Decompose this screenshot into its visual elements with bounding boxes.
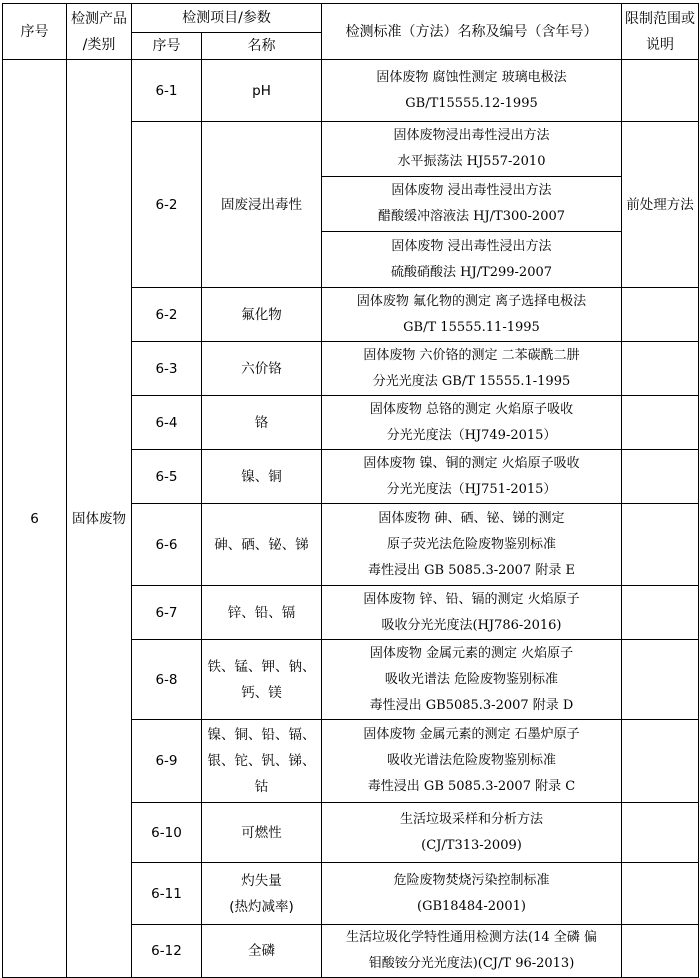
item-standard [322, 640, 622, 720]
item-standard-line: 生活垃圾采样和分析方法 [399, 811, 543, 827]
item-scope [622, 342, 699, 396]
item-standard-line: 固体废物 腐蚀性测定 玻璃电极法 [376, 69, 567, 85]
item-no: 6-6 [132, 504, 202, 586]
item-name [202, 60, 322, 122]
header-scope-line2: 说明 [646, 36, 674, 53]
item-standard-line: 原子荧光法危险废物鉴别标准 [386, 536, 556, 552]
item-standard-line: 固体废物浸出毒性浸出方法 [393, 128, 550, 143]
item-standard-line: 固体废物 六价铬的测定 二苯碳酰二肼 [363, 347, 580, 363]
item-name-line: 锌、铅、镉 [227, 604, 296, 621]
item-standard [322, 396, 622, 450]
item-standard-line: (CJ/T313-2009) [421, 837, 522, 853]
item-scope [622, 586, 699, 640]
item-standard-line: 固体废物 砷、硒、铋、锑的测定 [378, 510, 565, 526]
item-no: 6-4 [132, 396, 202, 450]
item-standard-line: 硫酸硝酸法 HJ/T299-2007 [390, 264, 553, 280]
item-standard-line: 吸收分光光度法(HJ786-2016) [381, 617, 562, 633]
item-standard-line: 固体废物 金属元素的测定 火焰原子 [369, 645, 574, 661]
item-standard [322, 122, 622, 177]
item-standard-line: 固体废物 金属元素的测定 石墨炉原子 [363, 727, 580, 742]
item-name-line: 砷、硒、铋、锑 [214, 536, 309, 553]
item-standard-line: 吸收光谱法危险废物鉴别标准 [386, 753, 556, 768]
item-name-line: (热灼减率) [229, 898, 294, 915]
standards-table [2, 3, 699, 978]
item-name-line: 镍、铜、铅、镉、 [207, 727, 316, 743]
item-standard-line: 固体废物 镍、铜的测定 火焰原子吸收 [363, 455, 580, 471]
item-standard-line: 固体废物 锌、铅、镉的测定 火焰原子 [363, 591, 580, 607]
item-name-line: 氟化物 [241, 306, 282, 323]
item-standard-line: GB/T15555.12-1995 [405, 95, 538, 111]
item-standard [322, 288, 622, 342]
item-standard [322, 720, 622, 803]
item-name-line: 全磷 [248, 943, 275, 959]
item-standard-line: 固体废物 总铬的测定 火焰原子吸收 [369, 401, 574, 417]
header-item-name: 名称 [202, 33, 322, 60]
item-name [202, 640, 322, 720]
item-name [202, 720, 322, 803]
group-product: 固体废物 [67, 60, 132, 978]
item-standard [322, 342, 622, 396]
item-name-line: 铁、锰、钾、钠、 [207, 658, 316, 675]
item-name [202, 122, 322, 288]
item-name-line: 银、铊、钒、锑、 [207, 753, 316, 769]
item-name-line: 固废浸出毒性 [221, 196, 302, 213]
item-name [202, 450, 322, 504]
item-name-line: pH [252, 82, 271, 99]
item-scope [622, 60, 699, 122]
item-scope [622, 288, 699, 342]
item-standard-line: (GB18484-2001) [417, 898, 526, 914]
item-name [202, 342, 322, 396]
item-no: 6-1 [132, 60, 202, 122]
header-scope-line1: 限制范围或 [625, 10, 695, 27]
item-standard-line: GB/T 15555.11-1995 [403, 319, 540, 335]
item-no: 6-5 [132, 450, 202, 504]
item-scope [622, 450, 699, 504]
item-standard-line: 分光光度法（HJ749-2015） [386, 427, 557, 443]
item-name-line: 铬 [254, 414, 269, 431]
item-name [202, 504, 322, 586]
item-no: 6-2 [132, 122, 202, 288]
item-no: 6-12 [132, 925, 202, 978]
item-standard [322, 586, 622, 640]
header-item-seq: 序号 [132, 33, 202, 60]
item-standard [322, 504, 622, 586]
item-scope [622, 396, 699, 450]
item-standard [322, 232, 622, 288]
item-standard-line: 分光光度法 GB/T 15555.1-1995 [372, 373, 571, 389]
item-standard [322, 177, 622, 232]
item-standard-line: 生活垃圾化学特性通用检测方法(14 全磷 偏 [346, 930, 597, 945]
item-no: 6-8 [132, 640, 202, 720]
header-item-group: 检测项目/参数 [132, 4, 322, 33]
item-standard-line: 固体废物 浸出毒性浸出方法 [391, 183, 552, 198]
item-scope [622, 863, 699, 925]
item-name [202, 586, 322, 640]
header-seq: 序号 [3, 4, 67, 60]
item-standard-line: 水平振荡法 HJ557-2010 [397, 154, 546, 169]
item-no: 6-7 [132, 586, 202, 640]
item-name-line: 可燃性 [241, 824, 282, 841]
item-name-line: 钴 [254, 779, 269, 795]
item-name [202, 863, 322, 925]
item-standard-line: 固体废物 浸出毒性浸出方法 [391, 238, 552, 254]
item-standard [322, 803, 622, 863]
item-no: 6-2 [132, 288, 202, 342]
item-no: 6-9 [132, 720, 202, 803]
item-scope [622, 720, 699, 803]
item-standard [322, 925, 622, 978]
item-standard-line: 毒性浸出 GB5085.3-2007 附录 D [369, 697, 574, 713]
item-name [202, 925, 322, 978]
item-standard-line: 毒性浸出 GB 5085.3-2007 附录 C [367, 779, 576, 794]
item-standard-line: 吸收光谱法 危险废物鉴别标准 [384, 671, 559, 687]
header-product-line1: 检测产品 [71, 10, 127, 27]
item-standard [322, 60, 622, 122]
item-name-line: 灼失量 [241, 872, 282, 889]
item-standard [322, 450, 622, 504]
item-name [202, 288, 322, 342]
item-standard-line: 钼酸铵分光光度法)(CJ/T 96-2013) [368, 956, 575, 971]
group-seq: 6 [3, 60, 67, 978]
item-name-line: 六价铬 [241, 360, 282, 377]
item-standard-line: 分光光度法（HJ751-2015） [386, 481, 557, 497]
header-scope [622, 4, 699, 60]
item-name [202, 803, 322, 863]
item-no: 6-3 [132, 342, 202, 396]
item-scope [622, 640, 699, 720]
item-scope [622, 925, 699, 978]
header-product-line2: /类别 [82, 36, 116, 53]
item-standard-line: 毒性浸出 GB 5085.3-2007 附录 E [368, 562, 575, 578]
item-name [202, 396, 322, 450]
item-scope [622, 803, 699, 863]
header-product [67, 4, 132, 60]
item-scope [622, 504, 699, 586]
item-standard-line: 醋酸缓冲溶液法 HJ/T300-2007 [377, 209, 566, 224]
header-standard: 检测标准（方法）名称及编号（含年号） [322, 4, 622, 60]
item-name-line: 镍、铜 [241, 468, 282, 485]
table-row [3, 60, 699, 122]
item-standard [322, 863, 622, 925]
item-no: 6-10 [132, 803, 202, 863]
item-scope: 前处理方法 [622, 122, 699, 288]
item-standard-line: 危险废物焚烧污染控制标准 [393, 872, 550, 888]
item-no: 6-11 [132, 863, 202, 925]
item-name-line: 钙、镁 [241, 684, 282, 701]
item-standard-line: 固体废物 氟化物的测定 离子选择电极法 [356, 293, 587, 309]
